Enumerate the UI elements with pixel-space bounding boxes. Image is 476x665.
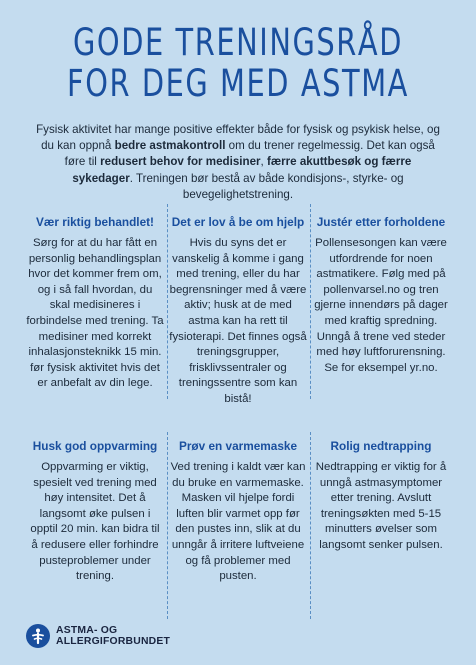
intro-paragraph <box>34 122 442 203</box>
tip-title: Rolig nedtrapping <box>330 439 432 453</box>
column-divider <box>167 432 168 619</box>
tip-body: Sørg for at du har fått en personlig behandlingsplan hvor det kommer frem om, og i så fall hvordan, du skal medisineres i forbindelse med trening. Ta medisiner med korrekt inhalasjonsteknikk 15 min. før fysisk aktivitet hvis det er anbefalt av din lege. <box>26 237 164 390</box>
tip-card <box>169 214 307 408</box>
tip-card <box>312 438 450 554</box>
tip-card <box>26 214 164 392</box>
intro-bold-1: bedre astmakontroll <box>114 139 226 153</box>
intro-text-3: , <box>260 155 267 169</box>
organization-logo-icon <box>26 624 50 648</box>
tip-body: Hvis du syns det er vanskelig å komme i gang med trening, eller du har begrensninger med å være aktiv; husk at de med astma kan ha rett til fysioterapi. Det finnes også treningsgrupper, frisklivssentraler og treningssentre som kan bistå! <box>169 237 307 405</box>
tips-grid <box>24 204 452 619</box>
intro-text-1: Fysisk aktivitet har mange positive effekter både for fysisk og psykisk helse, og du kan oppnå <box>36 123 440 153</box>
intro-bold-2: redusert behov for medisiner <box>100 155 261 169</box>
tip-body: Ved trening i kaldt vær kan du bruke en varmemaske. Masken vil hjelpe fordi luften blir varmet opp før den pustes inn, slik at du unngår å irritere luftveiene og få problemer med pusten. <box>170 461 306 583</box>
tip-card <box>312 214 450 376</box>
tip-title: Vær riktig behandlet! <box>36 215 154 229</box>
tip-body: Nedtrapping er viktig for å unngå astmasymptomer etter trening. Avslutt treningsøkten med 5-15 minutters øvelser som langsomt senker pulsen. <box>315 461 447 551</box>
logo-line-1: ASTMA- OG <box>56 625 118 636</box>
tip-body: Oppvarming er viktig, spesielt ved trening med høy intensitet. Det å langsomt øke pulsen i opptil 20 min. kan bidra til å redusere eller forhindre pusteproblemer under trening. <box>30 461 160 583</box>
tip-card <box>26 438 164 585</box>
column-divider <box>310 204 311 399</box>
column-divider <box>310 432 311 619</box>
tip-body: Pollensesongen kan være utfordrende for noen astmatikere. Følg med på pollenvarsel.no og tren gjerne innendørs på dager med kraftig spredning. Unngå å trene ved steder med høy luftforurensning. Se for eksempel yr.no. <box>314 237 448 374</box>
organization-logo <box>26 622 170 650</box>
column-divider <box>167 204 168 399</box>
tip-title: Justér etter forholdene <box>316 215 446 229</box>
tip-title: Prøv en varmemaske <box>178 439 298 453</box>
intro-text-4: . Treningen bør bestå av både kondisjons-, styrke- og bevegelighetstrening. <box>129 171 404 201</box>
intro-text-2: om du trener regelmessig. Det kan også føre til <box>64 139 435 169</box>
logo-line-2: ALLERGIFORBUNDET <box>56 636 171 647</box>
intro-bold-3: færre akuttbesøk og færre sykedager <box>72 155 412 185</box>
tip-card <box>169 438 307 585</box>
title-line-2: FOR DEG MED ASTMA <box>67 62 409 105</box>
tip-title: Husk god oppvarming <box>32 439 158 453</box>
title-line-1: GODE TRENINGSRÅD <box>73 21 403 64</box>
page-title <box>52 22 423 104</box>
tip-title: Det er lov å be om hjelp <box>171 215 305 229</box>
